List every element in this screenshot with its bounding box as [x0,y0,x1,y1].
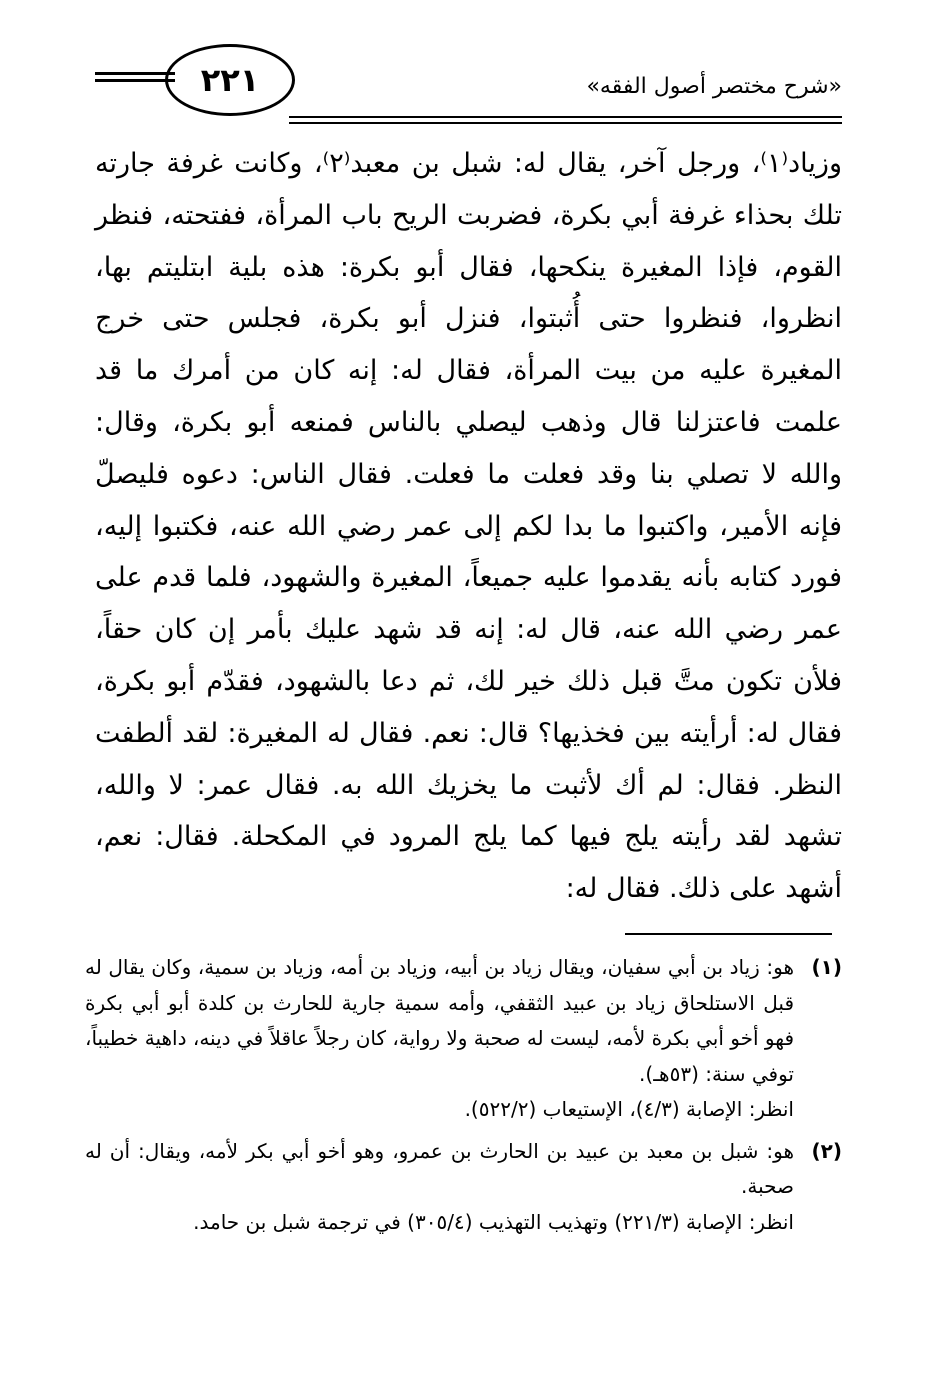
footnote-number: (٢) [811,1138,842,1163]
header-rule [95,72,175,75]
footnote-source: انظر: الإصابة (٢٢١/٣) وتهذيب التهذيب (٣٠٥/٤) في ترجمة شبل بن حامد. [193,1209,794,1234]
footnote-body [85,1134,794,1241]
footnote-1 [85,950,842,1128]
running-title: «شرح مختصر أصول الفقه» [586,74,842,99]
footnotes [85,950,842,1246]
header-rule [289,122,842,124]
body-paragraph: وزياد⁽١⁾، ورجل آخر، يقال له: شبل بن معبد⁽٢⁾، وكانت غرفة جارته تلك بحذاء غرفة أبي بكرة، فضربت الريح باب المرأة، ففتحته، فنظر القوم، فإذا المغيرة ينكحها، فقال أبو بكرة: هذه بلية ابتليتم بها، انظروا، فنظروا حتى أُثبتوا، فنزل أبو بكرة، فجلس حتى خرج المغيرة عليه من بيت المرأة، فقال له: إنه كان من أمرك ما قد علمت فاعتزلنا قال وذهب ليصلي بالناس فمنعه أبو بكرة، وقال: والله لا تصلي بنا وقد فعلت ما فعلت. فقال الناس: دعوه فليصلّ فإنه الأمير، واكتبوا ما بدا لكم إلى عمر رضي الله عنه، فكتبوا إليه، فورد كتابه بأنه يقدموا عليه جميعاً، المغيرة والشهود، فلما قدم على عمر رضي الله عنه، قال له: إنه قد شهد عليك بأمر إن كان حقاً، فلأن تكون متَّ قبل ذلك خير لك، ثم دعا بالشهود، فقدّم أبو بكرة، فقال له: أرأيته بين فخذيها؟ قال: نعم. فقال له المغيرة: لقد ألطفت النظر. فقال: لم أك لأثبت ما يخزيك الله به. فقال عمر: لا والله، تشهد لقد رأيته يلج فيها كما يلج المرود في المكحلة. فقال: نعم، أشهد على ذلك. فقال له: [95,148,842,905]
page-header [95,30,842,120]
footnote-body [85,950,794,1128]
header-rule [289,116,842,118]
footnote-text: هو: زياد بن أبي سفيان، ويقال زياد بن أبيه، وزياد بن أمه، وزياد بن سمية، وكان يقال له قبل الاستلحاق زياد بن عبيد الثقفي، وأمه سمية جارية للحارث بن كلدة أبو أبي بكرة فهو أخو أبي بكرة لأمه، ليست له صحبة ولا رواية، كان رجلاً عاقلاً في دينه، داهية خطيباً، توفي سنة: (٥٣هـ). [85,955,794,1086]
page-number: ٢٢١ [165,44,295,116]
footnote-source: انظر: الإصابة (٤/٣)، الإستيعاب (٥٢٢/٢). [464,1097,794,1121]
footnote-number: (١) [811,955,842,979]
footnote-text: هو: شبل بن معبد بن عبيد بن الحارث بن عمرو، وهو أخو أبي بكر لأمه، ويقال: أن له صحبة. [85,1138,794,1198]
footnote-2 [85,1134,842,1241]
body-text [95,138,842,915]
footnote-separator [625,933,832,935]
header-rule [95,79,175,82]
